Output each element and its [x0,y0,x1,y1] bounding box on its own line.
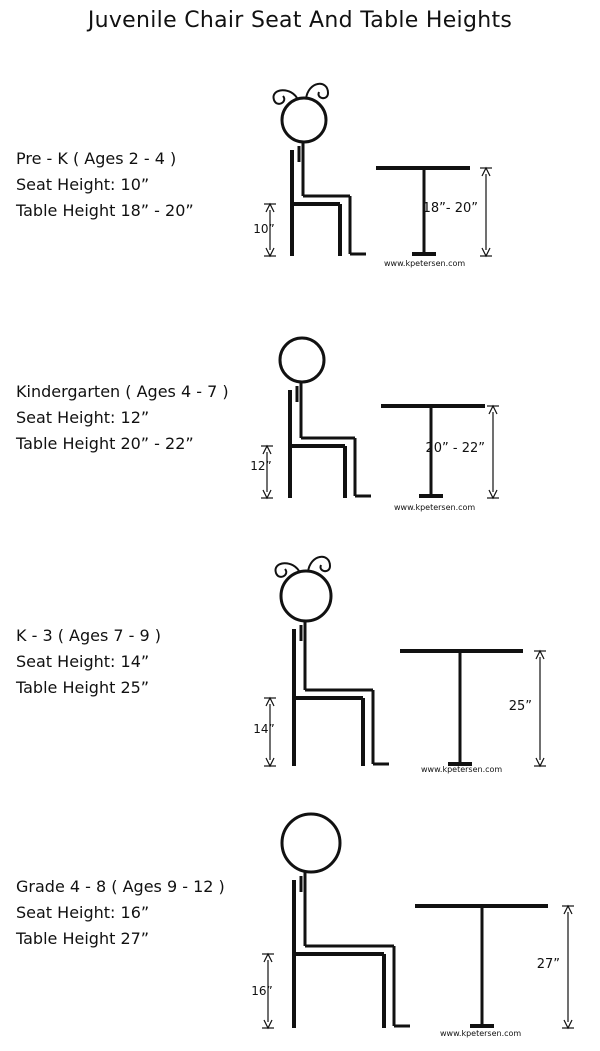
seat-height-dimension: 12” [250,459,272,473]
age-group-label: Kindergarten ( Ages 4 - 7 ) [16,382,229,401]
table-height-label: Table Height 20” - 22” [16,434,194,453]
watermark-text: www.kpetersen.com [440,1029,522,1038]
table-height-dimension: 20” - 22” [425,441,485,456]
table-height-dimension: 27” [536,957,560,972]
seat-height-label: Seat Height: 10” [16,175,150,194]
child-head [282,98,326,142]
table-height-label: Table Height 25” [16,678,150,697]
seat-height-label: Seat Height: 16” [16,903,150,922]
hair-bow-right [306,84,328,99]
seat-height-dimension: 14” [253,722,275,736]
table-height-label: Table Height 27” [16,929,150,948]
table-height-label: Table Height 18” - 20” [16,201,194,220]
page-title: Juvenile Chair Seat And Table Heights [87,8,513,33]
table-height-dimension: 25” [508,699,532,714]
seat-height-label: Seat Height: 12” [16,408,150,427]
age-group-label: Pre - K ( Ages 2 - 4 ) [16,149,177,168]
seat-height-label: Seat Height: 14” [16,652,150,671]
hair-bow-right [308,557,330,572]
child-head [281,571,331,621]
watermark-text: www.kpetersen.com [394,503,476,512]
child-head [280,338,324,382]
seat-height-dimension: 16” [251,984,273,998]
child-head [282,814,340,872]
watermark-text: www.kpetersen.com [421,765,503,774]
age-group-label: K - 3 ( Ages 7 - 9 ) [16,626,162,645]
table-height-dimension: 18”- 20” [422,201,478,216]
seat-height-dimension: 10” [253,222,275,236]
watermark-text: www.kpetersen.com [384,259,466,268]
age-group-label: Grade 4 - 8 ( Ages 9 - 12 ) [16,877,225,896]
hair-bow-left [276,563,300,577]
